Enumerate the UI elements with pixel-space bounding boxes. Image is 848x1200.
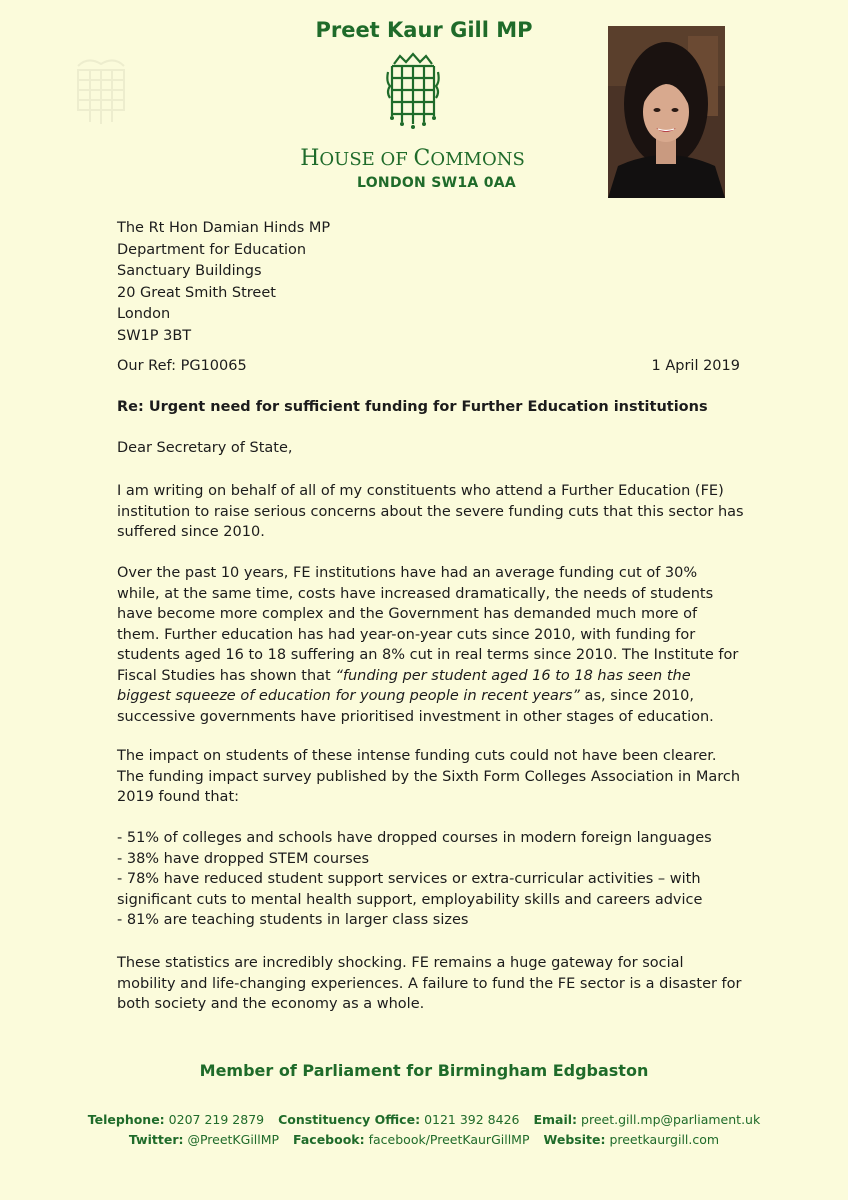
salutation: Dear Secretary of State, <box>117 440 293 456</box>
footer-member-title: Member of Parliament for Birmingham Edgbaston <box>199 1061 649 1080</box>
list-item: - 81% are teaching students in larger class sizes <box>117 912 469 928</box>
mp-portrait-photo <box>608 26 725 198</box>
list-item: - 38% have dropped STEM courses <box>117 850 370 867</box>
recipient-address <box>117 218 330 347</box>
embossed-portcullis-icon <box>66 52 136 132</box>
email-address: preet.gill.mp@parliament.uk <box>581 1112 761 1127</box>
statistics-list <box>117 828 744 931</box>
address-line: London <box>117 306 171 322</box>
letter-subject: Re: Urgent need for sufficient funding for Further Education institutions <box>117 399 708 415</box>
address-line: SW1P 3BT <box>117 327 192 344</box>
telephone-number: 0207 219 2879 <box>168 1112 265 1127</box>
letterhead-name: Preet Kaur Gill MP <box>315 18 533 42</box>
ifs-quote: “funding per student aged 16 to 18 has seen the biggest squeeze of education for young people in recent years” <box>117 667 691 704</box>
reference-number: Our Ref: PG10065 <box>117 358 247 374</box>
footer-contact-line-2: Twitter: @PreetKGillMP Facebook: facebook/PreetKaurGillMP Website: preetkaurgill.com <box>128 1132 720 1147</box>
paragraph-4: These statistics are incredibly shocking. FE remains a huge gateway for social mobility and life-changing experiences. A failure to fund the FE sector is a disaster for both society and the economy as a whole. <box>117 955 742 1012</box>
address-line: Department for Education <box>117 241 307 258</box>
website-address: preetkaurgill.com <box>609 1132 720 1147</box>
list-item: - 51% of colleges and schools have dropped courses in modern foreign languages <box>117 830 712 846</box>
list-item: - 78% have reduced student support services or extra-curricular activities – with significant cuts to mental health support, employability skills and careers advice <box>117 871 703 908</box>
address-line: 20 Great Smith Street <box>117 284 276 301</box>
paragraph-2: Over the past 10 years, FE institutions have had an average funding cut of 30% while, at the same time, costs have increased dramatically, the needs of students have become more complex and the Government has demanded much more of them. Further education has had year-on-year cuts since 2010, with funding for students aged 16 to 18 suffering an 8% cut in real terms since 2010. The Institute for Fiscal Studies has shown that “funding per student aged 16 to 18 has seen the biggest squeeze of education for young people in recent years” as, since 2010, successive governments have prioritised investment in other stages of education. <box>117 565 739 725</box>
house-of-commons-title: HOUSE OF COMMONS <box>300 146 525 171</box>
address-line: Sanctuary Buildings <box>117 263 262 279</box>
constituency-office-number: 0121 392 8426 <box>424 1112 520 1127</box>
footer-contact-line-1: Telephone: 0207 219 2879 Constituency Office: 0121 392 8426 Email: preet.gill.mp@parliament.uk <box>87 1112 761 1127</box>
letter-date: 1 April 2019 <box>651 358 740 374</box>
address-line: The Rt Hon Damian Hinds MP <box>117 220 331 236</box>
letterhead-city: LONDON SW1A 0AA <box>357 175 517 191</box>
facebook-page: facebook/PreetKaurGillMP <box>368 1132 530 1147</box>
portcullis-logo-icon <box>386 52 440 132</box>
paragraph-3: The impact on students of these intense funding cuts could not have been clearer. The funding impact survey published by the Sixth Form Colleges Association in March 2019 found that: <box>117 748 741 805</box>
twitter-handle: @PreetKGillMP <box>187 1132 280 1147</box>
paragraph-1: I am writing on behalf of all of my constituents who attend a Further Education (FE) institution to raise serious concerns about the severe funding cuts that this sector has suffered since 2010. <box>117 483 744 540</box>
